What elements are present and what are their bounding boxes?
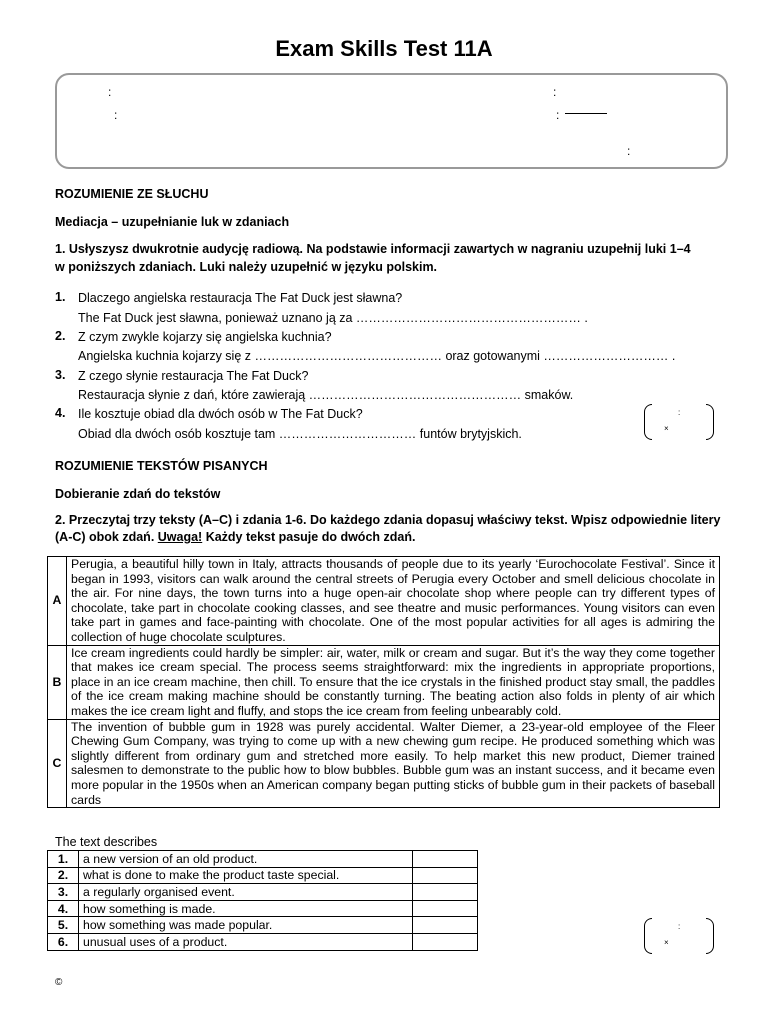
grade-field-colon: : bbox=[627, 144, 631, 158]
class-field-colon: : bbox=[114, 108, 118, 122]
score-multiplier: × bbox=[664, 424, 669, 433]
answer-line: The Fat Duck jest sławna, ponieważ uznano ją za ……………………………………………… . bbox=[78, 311, 588, 325]
listening-instruction-line2: w poniższych zdaniach. Luki należy uzupełnić w języku polskim. bbox=[55, 260, 438, 274]
text-body: Ice cream ingredients could hardly be simpler: air, water, milk or cream and sugar. But it’s the way they come together that makes ice cream special. The process seems straightforward: mix the ingredients in appropriate proportions, place in an ice cream machine, then chill. To ensure that the ice crystals in the finished product stay small, the paddles of the ice cream making machine should be constantly turning. The beating action also folds in plenty of air which makes the ice cream light and fluffy, and stops the ice cream from feeling unbearably cold. bbox=[67, 645, 720, 719]
question-number: 4. bbox=[55, 406, 66, 420]
answer-line: Obiad dla dwóch osób kosztuje tam …………………………… funtów brytyjskich. bbox=[78, 427, 522, 441]
listening-subtitle: Mediacja – uzupełnianie luk w zdaniach bbox=[55, 215, 290, 229]
score-colon: : bbox=[678, 408, 681, 417]
answer-cell[interactable] bbox=[413, 884, 478, 901]
question-text: Ile kosztuje obiad dla dwóch osób w The Fat Duck? bbox=[78, 407, 363, 421]
answer-cell[interactable] bbox=[413, 900, 478, 917]
question-number: 1. bbox=[55, 290, 66, 304]
uwaga-note: Uwaga! bbox=[157, 530, 203, 544]
answer-cell[interactable] bbox=[413, 917, 478, 934]
texts-table bbox=[47, 556, 720, 808]
statement-row bbox=[48, 933, 478, 950]
score-colon: : bbox=[678, 922, 681, 931]
listening-section-title: ROZUMIENIE ZE SŁUCHU bbox=[55, 187, 209, 201]
reading-score-box bbox=[644, 918, 714, 954]
statement-number: 5. bbox=[48, 917, 79, 934]
score-multiplier: × bbox=[664, 938, 669, 947]
reading-instruction-line1: 2. Przeczytaj trzy teksty (A–C) i zdania 1-6. Do każdego zdania dopasuj właściwy tekst. Wpisz odpowiednie litery bbox=[55, 513, 721, 527]
statement-number: 6. bbox=[48, 933, 79, 950]
statement-number: 1. bbox=[48, 851, 79, 868]
statement-text: unusual uses of a product. bbox=[79, 933, 413, 950]
statement-number: 4. bbox=[48, 900, 79, 917]
text-row bbox=[48, 645, 720, 719]
answer-line: Restauracja słynie z dań, które zawierają …………………………………………… smaków. bbox=[78, 388, 574, 402]
question-text: Dlaczego angielska restauracja The Fat Duck jest sławna? bbox=[78, 291, 403, 305]
statements-table bbox=[47, 850, 478, 951]
question-text: Z czego słynie restauracja The Fat Duck? bbox=[78, 369, 309, 383]
text-row bbox=[48, 719, 720, 808]
question-number: 3. bbox=[55, 368, 66, 382]
page-title: Exam Skills Test 11A bbox=[275, 36, 493, 61]
statements-lead: The text describes bbox=[55, 835, 158, 849]
statement-row bbox=[48, 851, 478, 868]
statement-text: a new version of an old product. bbox=[79, 851, 413, 868]
score-field-colon: : bbox=[556, 108, 560, 122]
date-field-colon: : bbox=[553, 85, 557, 99]
text-row bbox=[48, 557, 720, 646]
statement-text: what is done to make the product taste special. bbox=[79, 867, 413, 884]
student-info-box bbox=[55, 73, 728, 169]
question-number: 2. bbox=[55, 329, 66, 343]
text-body: Perugia, a beautiful hilly town in Italy, attracts thousands of people due to its yearly ‘Eurochocolate Festival’. Since it began in 1993, visitors can walk around the central streets of Perugia every October and smell delicious chocolate in the air. For nine days, the town turns into a huge open-air chocolate shop where people can try different types of chocolate, take part in chocolate cooking classes, and see theatre and music performances. Young visitors can even take part in games and face-painting with chocolate. One of the most popular activities for all ages is admiring the collection of huge chocolate sculptures. bbox=[67, 557, 720, 646]
statement-row bbox=[48, 917, 478, 934]
listening-instruction-line1: 1. Usłyszysz dwukrotnie audycję radiową. Na podstawie informacji zawartych w nagraniu uzupełnij luki 1–4 bbox=[55, 242, 691, 256]
statement-row bbox=[48, 867, 478, 884]
question-text: Z czym zwykle kojarzy się angielska kuchnia? bbox=[78, 330, 332, 344]
copyright-symbol: © bbox=[55, 977, 63, 988]
statement-text: how something is made. bbox=[79, 900, 413, 917]
statement-row bbox=[48, 884, 478, 901]
text-letter: B bbox=[48, 645, 67, 719]
answer-cell[interactable] bbox=[413, 867, 478, 884]
answer-line: Angielska kuchnia kojarzy się z ……………………………………… oraz gotowanymi ………………………… . bbox=[78, 349, 676, 363]
statement-number: 3. bbox=[48, 884, 79, 901]
reading-instruction-line2: (A-C) obok zdań. Uwaga! Każdy tekst pasuje do dwóch zdań. bbox=[55, 530, 416, 544]
text-letter: C bbox=[48, 719, 67, 808]
reading-subtitle: Dobieranie zdań do tekstów bbox=[55, 487, 221, 501]
text-body: The invention of bubble gum in 1928 was purely accidental. Walter Diemer, a 23-year-old employee of the Fleer Chewing Gum Company, was trying to come up with a new chewing gum recipe. He produced something which was slightly different from ordinary gum and stretched more easily. To help market this new product, Diemer trained salesmen to demonstrate to the public how to blow bubbles. Bubble gum was an instant success, and it became even more popular in the 1950s when an American company began putting sticks of bubble gum in their packets of baseball cards bbox=[67, 719, 720, 808]
statement-number: 2. bbox=[48, 867, 79, 884]
statement-text: how something was made popular. bbox=[79, 917, 413, 934]
reading-section-title: ROZUMIENIE TEKSTÓW PISANYCH bbox=[55, 459, 268, 473]
statement-row bbox=[48, 900, 478, 917]
statement-text: a regularly organised event. bbox=[79, 884, 413, 901]
score-line bbox=[565, 113, 607, 114]
listening-score-box bbox=[644, 404, 714, 440]
name-field-colon: : bbox=[108, 85, 112, 99]
answer-cell[interactable] bbox=[413, 933, 478, 950]
answer-cell[interactable] bbox=[413, 851, 478, 868]
text-letter: A bbox=[48, 557, 67, 646]
